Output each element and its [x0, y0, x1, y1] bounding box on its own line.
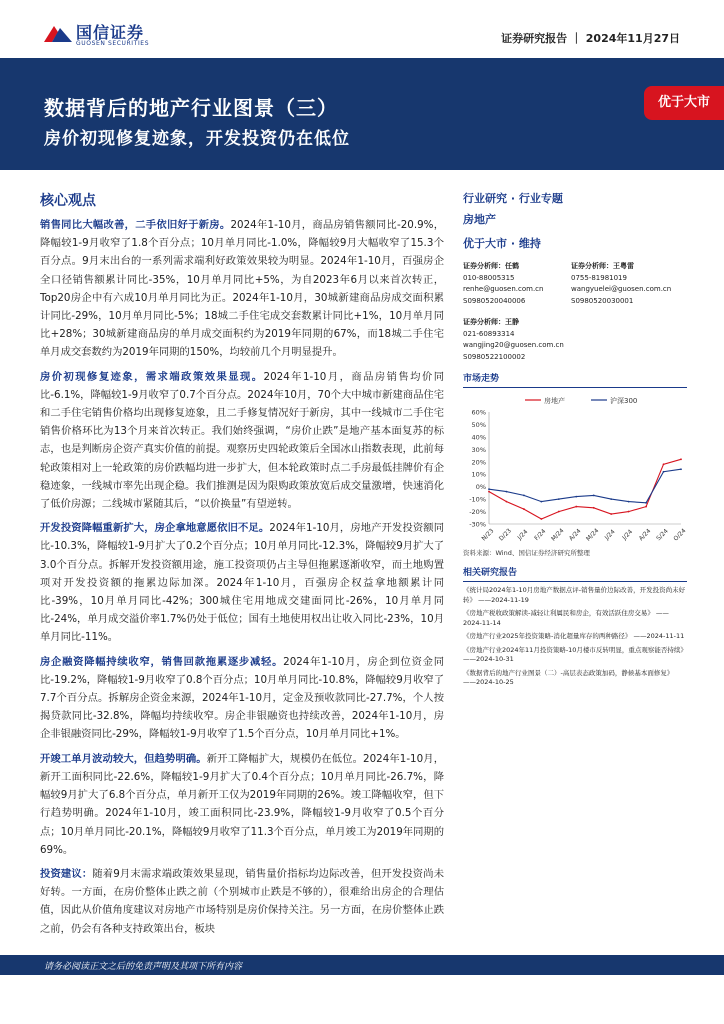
chart-source-note: 资料来源：Wind、国信证券经济研究所整理: [463, 549, 590, 557]
market-trend-svg: [463, 390, 687, 546]
market-trend-chart: [463, 390, 687, 546]
y-tick-label: -30%: [469, 520, 486, 529]
analyst-phone: 0755-81981019: [571, 273, 627, 282]
paragraph-lead: 开竣工单月波动较大，但趋势明确。: [40, 752, 207, 765]
analyst-name: 王静: [505, 318, 519, 326]
related-report-item[interactable]: 《房地产行业2024年11月投资策略-10月楼市反转明显，重点观察能否持续》 ——2024-10-31: [463, 645, 687, 663]
core-views: [40, 190, 444, 944]
x-tick-label: N/23: [480, 527, 496, 543]
series-point: [523, 494, 525, 496]
related-report-item[interactable]: 《房地产税收政策解读-减轻让利属民和房企，有效活跃住房交易》 ——2024-11-14: [463, 609, 669, 627]
x-tick-label: D/23: [497, 527, 513, 543]
analyst-email[interactable]: renhe@guosen.com.cn: [463, 285, 544, 294]
analyst-license: S0980520030001: [571, 296, 634, 305]
industry-name: 房地产: [463, 213, 496, 226]
paragraph-advice: [40, 865, 444, 938]
analyst-name: 王粤雷: [613, 262, 634, 270]
x-tick-label: A/24: [567, 527, 583, 543]
meta-separator: ｜: [570, 32, 586, 45]
series-point: [645, 506, 647, 508]
logo-text-cn: 国信证券: [76, 23, 145, 42]
sidebar: [463, 190, 687, 692]
series-point: [558, 511, 560, 513]
series-line: [489, 459, 681, 519]
legend-label: 房地产: [544, 397, 565, 405]
paragraph-lead: 房价初现修复迹象，需求端政策效果显现。: [40, 370, 264, 383]
series-point: [663, 463, 665, 465]
series-point: [506, 491, 508, 493]
related-report-list: [463, 586, 687, 688]
paragraph-sales: [40, 216, 444, 362]
x-tick-label: S/24: [655, 527, 670, 543]
related-reports-label: 相关研究报告: [463, 565, 687, 582]
x-tick-label: J/24: [603, 528, 617, 542]
y-tick-label: 50%: [471, 420, 486, 429]
x-tick-label: J/24: [621, 528, 635, 542]
analyst-phone: 010-88005315: [463, 273, 515, 282]
related-report-item[interactable]: 《房地产行业2025年投资策略-消化超量库存的两种路径》 ——2024-11-11: [463, 632, 685, 640]
report-type: 证券研究报告: [501, 32, 568, 45]
paragraph-prices: [40, 368, 444, 514]
series-point: [680, 468, 682, 470]
report-subtitle: 房价初现修复迹象，开发投资仍在低位: [44, 129, 350, 149]
paragraph-body: 2024年1-10月，房地产开发投资额同比-10.3%，降幅较1-9月扩大了0.2个百分点；10月单月同比-12.3%，降幅较9月扩大了3.0个百分点。拆解开发投资额用途，施工投资项仍占主导但拖累逐渐收窄，而土地购置项对开发投资额的拖累边际加深。2024年1-10月，百强房企权益拿地额累计同比-39%，10月单月同比-42%；300城住宅用地成交建面同比-26%，10月单月同比-24%，单月成交溢价率1.7%仍处于低位；国有土地使用权出让收入同比-23%，10月单月同比-11%。: [40, 522, 445, 644]
analyst-email[interactable]: wangyuelei@guosen.com.cn: [571, 285, 672, 294]
company-logo: [44, 20, 174, 50]
y-tick-label: 60%: [471, 408, 486, 417]
series-point: [523, 508, 525, 510]
x-tick-label: M/24: [550, 527, 566, 543]
analyst-card: [463, 261, 543, 307]
x-tick-label: M/24: [584, 527, 601, 543]
report-date: 2024年11月27日: [585, 32, 680, 45]
analyst-license: S0980520040006: [463, 296, 526, 305]
y-tick-label: 20%: [471, 458, 486, 467]
legend-label: 沪深300: [610, 397, 638, 405]
paragraph-lead: 房企融资降幅持续收窄，销售回款拖累逐步减轻。: [40, 655, 284, 668]
series-point: [628, 511, 630, 513]
series-point: [575, 506, 577, 508]
paragraph-investment: [40, 519, 444, 646]
report-category: 行业研究 · 行业专题: [463, 192, 563, 205]
rating-line: 优于大市 · 维持: [463, 237, 541, 250]
analyst-card: [463, 317, 564, 363]
series-point: [593, 507, 595, 509]
analyst-name: 任鹤: [505, 262, 519, 270]
paragraph-lead: 投资建议：: [40, 867, 93, 880]
related-reports: [463, 565, 687, 688]
x-tick-label: O/24: [672, 527, 687, 543]
y-tick-label: -20%: [469, 508, 486, 517]
footer-disclaimer: 请务必阅读正文之后的免责声明及其项下所有内容: [44, 962, 243, 972]
paragraph-body: 2024年1-10月，商品房销售额同比-20.9%，降幅较1-9月收窄了1.8个百分点；10月单月同比-1.0%，降幅较9月大幅收窄了15.3个百分点。9月末出台的一系列需求端利好政策效果较为明显。2024年1-10月，百强房企全口径销售额累计同比-35%，10月单月同比+5%，为自2023年6月以来首次转正，Top20房企中有六成10月单月同比为正。2024年1-10月，30城新建商品房成交面积累计同比-29%，10月单月同比-5%；18城二手住宅成交套数累计同比+1%，10月单月同比+28%；30城新建商品房的单月成交面积约为2019年同期的67%，而18城二手住宅单月成交套数约为2019年同期的150%，均较前几个月明显提升。: [40, 219, 445, 359]
core-views-title: 核心观点: [40, 193, 96, 209]
series-point: [506, 501, 508, 503]
series-line: [489, 469, 681, 503]
page-footer: [0, 955, 724, 975]
analyst-phone: 021-60893314: [463, 329, 515, 338]
logo-text-en: GUOSEN SECURITIES: [76, 40, 150, 47]
analyst-block: [463, 261, 687, 371]
analyst-role: 证券分析师：: [571, 262, 613, 270]
paragraph-lead: 开发投资降幅重新扩大，房企拿地意愿依旧不足。: [40, 522, 270, 535]
rating-badge: 优于大市: [644, 86, 724, 120]
related-report-item[interactable]: 《数据背后的地产行业图景（二）-高层表态政策加码，静候基本面修复》 ——2024-10-25: [463, 668, 674, 686]
series-point: [593, 494, 595, 496]
y-tick-label: 0%: [475, 483, 486, 492]
analyst-role: 证券分析师：: [463, 318, 505, 326]
y-tick-label: 10%: [471, 470, 486, 479]
report-meta: [501, 30, 680, 46]
analyst-card: [571, 261, 671, 307]
series-point: [558, 498, 560, 500]
y-tick-label: 30%: [471, 445, 486, 454]
series-point: [610, 498, 612, 500]
paragraph-body: 新开工降幅扩大，规模仍在低位。2024年1-10月，新开工面积同比-22.6%，降幅较1-9月扩大了0.4个百分点；10月单月同比-26.7%，降幅较9月扩大了6.8个百分点，单月新开工仅为2019年同期的26%。竣工降幅收窄，但下行趋势明确。2024年1-10月，竣工面积同比-23.9%，降幅较1-9月收窄了0.5个百分点；10月单月同比-20.1%，降幅较9月收窄了11.3个百分点，单月竣工为2019年同期的69%。: [40, 752, 445, 856]
y-tick-label: 40%: [471, 433, 486, 442]
paragraph-body: 2024年1-10月，商品房销售均价同比-6.1%，降幅较1-9月收窄了0.7个百分点。2024年10月，70个大中城市新建商品住宅和二手住宅销售价格均出现修复迹象，且二手修复情况好于新房，其中一线城市二手住宅销售价格环比为13个月来首次转正。我们始终强调，“房价止跌”是地产基本面复苏的标志，也是判断房企资产真实价值的前提。观察历史四轮政策后全国冰山指数表现，此前每轮政策相对上一轮政策的房价跌幅均进一步扩大，但本轮政策时点二手房最低挂牌价有企稳迹象，一线城市率先出现企稳。我们推测是因为限购政策放宽后成交量激增，快速消化了低价房源；二线城市紧随其后，“以价换量”有望逆转。: [40, 370, 445, 511]
series-point: [575, 496, 577, 498]
paragraph-lead: 销售同比大幅改善，二手依旧好于新房。: [40, 219, 231, 231]
title-banner: [0, 58, 724, 170]
series-point: [628, 501, 630, 503]
paragraph-body: 随着9月末需求端政策效果显现，销售量价指标均边际改善，但开发投资尚未好转。一方面，在房价整体止跌之前（个别城市止跌是不够的），很难给出房企的合理估值，因此从价值角度建议对房地产市场特别是房价保持关注。另一方面，在房价整体止跌之前，仍会有各种支持政策出台，板块: [40, 867, 444, 935]
analyst-license: S0980522100002: [463, 352, 526, 361]
report-title: 数据背后的地产行业图景（三）: [44, 96, 338, 120]
series-point: [680, 458, 682, 460]
x-tick-label: F/24: [533, 527, 548, 543]
series-point: [610, 513, 612, 515]
series-point: [488, 491, 490, 493]
market-trend-label: 市场走势: [463, 371, 687, 388]
series-point: [540, 518, 542, 520]
guosen-logo-icon: [44, 22, 72, 46]
paragraph-body: 2024年1-10月，房企到位资金同比-19.2%，降幅较1-9月收窄了0.8个百分点；10月单月同比-10.8%，降幅较9月收窄了7.7个百分点。拆解房企资金来源，2024年1-10月，定金及预收款同比-27.7%，个人按揭贷款同比-32.8%，降幅均持续收窄。房企非银融资也持续改善，2024年1-10月，房企非银融资同比-29%，降幅较1-9月收窄了1.5个百分点，10月单月同比+1%。: [40, 655, 445, 741]
x-tick-label: A/24: [637, 527, 653, 543]
x-tick-label: J/24: [516, 528, 530, 542]
related-report-item[interactable]: 《统计局2024年1-10月房地产数据点评-销售量价边际改善，开发投资尚未好转》 ——2024-11-19: [463, 586, 686, 604]
series-point: [488, 488, 490, 490]
paragraph-financing: [40, 653, 444, 744]
paragraph-construction: [40, 750, 444, 859]
analyst-email[interactable]: wangjing20@guosen.com.cn: [463, 341, 564, 350]
series-point: [663, 471, 665, 473]
analyst-role: 证券分析师：: [463, 262, 505, 270]
page-header: [0, 0, 724, 58]
series-point: [645, 502, 647, 504]
y-tick-label: -10%: [469, 495, 486, 504]
series-point: [540, 501, 542, 503]
